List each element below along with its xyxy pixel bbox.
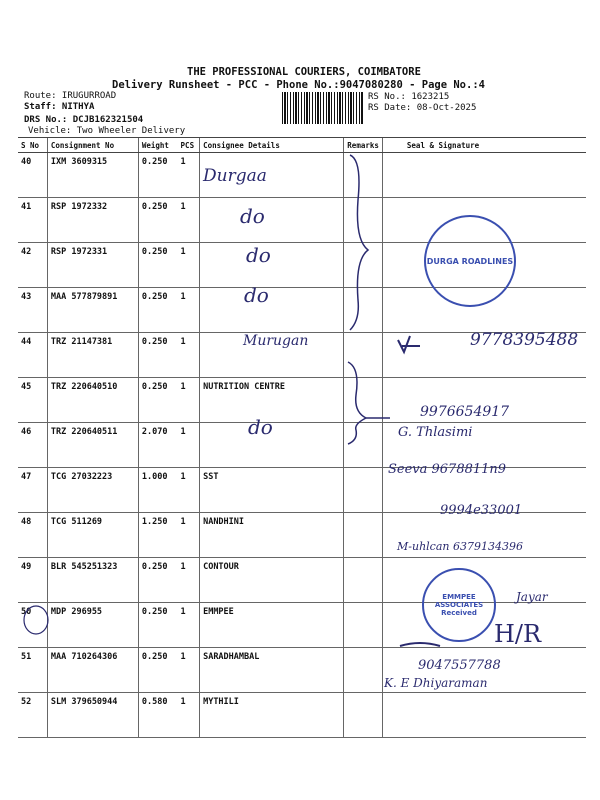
cell-sno: 40: [18, 153, 47, 198]
circle-mark: [24, 606, 48, 634]
cell-pcs: 1: [178, 243, 200, 288]
cell-cons: TRZ 220640510: [47, 378, 138, 423]
cell-cons: MAA 577879891: [47, 288, 138, 333]
hand-r40: Durgaa: [203, 166, 267, 186]
cell-cons: TCG 27032223: [47, 468, 138, 513]
cell-wt: 0.250: [138, 198, 177, 243]
cell-wt: 0.250: [138, 648, 177, 693]
hand-r43: do: [244, 283, 269, 307]
sign-scribble: [400, 643, 440, 646]
cell-pcs: 1: [178, 198, 200, 243]
col-details: Consignee Details: [200, 138, 344, 153]
cell-pcs: 1: [178, 333, 200, 378]
emmpee-stamp-text: EMMPEE ASSOCIATES Received: [434, 593, 484, 617]
col-seal: Seal & Signature: [382, 138, 586, 153]
hand-r47: Seeva 9678811n9: [388, 462, 507, 477]
hand-r42: do: [246, 243, 271, 267]
cell-cons: TRZ 220640511: [47, 423, 138, 468]
cell-wt: 0.250: [138, 378, 177, 423]
cell-pcs: 1: [178, 468, 200, 513]
cell-wt: 0.250: [138, 288, 177, 333]
cell-details: NANDHINI: [200, 513, 344, 558]
sign-mark: [398, 336, 420, 352]
cell-sno: 42: [18, 243, 47, 288]
cell-wt: 0.580: [138, 693, 177, 738]
hand-r41: do: [240, 204, 265, 228]
col-remarks: Remarks: [344, 138, 383, 153]
cell-wt: 0.250: [138, 558, 177, 603]
brace-mark-2: [348, 362, 366, 444]
drs-number: DRS No.: DCJB162321504: [24, 115, 144, 125]
col-pcs: PCS: [178, 138, 200, 153]
cell-wt: 0.250: [138, 333, 177, 378]
hand-r46: do: [248, 415, 273, 439]
cell-pcs: 1: [178, 153, 200, 198]
cell-sno: 46: [18, 423, 47, 468]
cell-details: SST: [200, 468, 344, 513]
cell-details: EMMPEE: [200, 603, 344, 648]
cell-pcs: 1: [178, 648, 200, 693]
cell-wt: 2.070: [138, 423, 177, 468]
cell-cons: RSP 1972331: [47, 243, 138, 288]
hand-r52-phone: 9047557788: [418, 658, 501, 673]
staff: Staff: NITHYA: [24, 102, 95, 112]
cell-cons: RSP 1972332: [47, 198, 138, 243]
cell-cons: BLR 545251323: [47, 558, 138, 603]
cell-wt: 1.250: [138, 513, 177, 558]
col-consignment: Consignment No: [47, 138, 138, 153]
cell-details: NUTRITION CENTRE: [200, 378, 344, 423]
cell-sno: 51: [18, 648, 47, 693]
cell-sno: 48: [18, 513, 47, 558]
col-sno: S No: [18, 138, 47, 153]
cell-sno: 45: [18, 378, 47, 423]
cell-pcs: 1: [178, 603, 200, 648]
cell-pcs: 1: [178, 513, 200, 558]
hand-r50: Jayar: [516, 590, 548, 604]
cell-pcs: 1: [178, 693, 200, 738]
cell-cons: MDP 296955: [47, 603, 138, 648]
cell-pcs: 1: [178, 378, 200, 423]
vehicle: Vehicle: Two Wheeler Delivery: [28, 126, 186, 136]
cell-sno: 47: [18, 468, 47, 513]
brace-mark: [350, 155, 368, 330]
route: Route: IRUGURROAD: [24, 91, 117, 101]
rs-date: RS Date: 08-Oct-2025: [368, 103, 477, 113]
hand-r51: H/R: [494, 620, 542, 648]
cell-wt: 0.250: [138, 153, 177, 198]
cell-sno: 52: [18, 693, 47, 738]
cell-wt: 1.000: [138, 468, 177, 513]
cell-sno: 49: [18, 558, 47, 603]
rs-number: RS No.: 1623215: [368, 92, 450, 102]
cell-pcs: 1: [178, 423, 200, 468]
cell-cons: TCG 511269: [47, 513, 138, 558]
durga-stamp: [424, 215, 516, 307]
hand-r49: M-uhlcan 6379134396: [397, 540, 523, 553]
emmpee-stamp: [422, 568, 496, 642]
col-weight: Weight: [138, 138, 177, 153]
cell-details: SARADHAMBAL: [200, 648, 344, 693]
durga-stamp-text: DURGA ROADLINES: [426, 256, 514, 266]
cell-cons: SLM 379650944: [47, 693, 138, 738]
cell-cons: MAA 710264306: [47, 648, 138, 693]
hand-r52-name: K. E Dhiyaraman: [384, 676, 488, 690]
cell-sno: 43: [18, 288, 47, 333]
hand-r44: Murugan: [243, 333, 309, 349]
cell-sno: 50: [18, 603, 47, 648]
company-title: THE PROFESSIONAL COURIERS, COIMBATORE: [187, 66, 421, 78]
cell-wt: 0.250: [138, 603, 177, 648]
cell-cons: TRZ 21147381: [47, 333, 138, 378]
cell-details: CONTOUR: [200, 558, 344, 603]
hand-r44-phone: 9778395488: [470, 330, 579, 350]
cell-cons: IXM 3609315: [47, 153, 138, 198]
runsheet-subtitle: Delivery Runsheet - PCC - Phone No.:9047080280 - Page No.:4: [112, 79, 485, 91]
cell-sno: 41: [18, 198, 47, 243]
cell-pcs: 1: [178, 288, 200, 333]
hand-r46-phone: 9976654917: [420, 404, 510, 420]
cell-sno: 44: [18, 333, 47, 378]
hand-r48: 9994e33001: [440, 503, 523, 518]
hand-r46-name: G. Thlasimi: [398, 425, 473, 440]
cell-details: MYTHILI: [200, 693, 344, 738]
cell-wt: 0.250: [138, 243, 177, 288]
cell-pcs: 1: [178, 558, 200, 603]
